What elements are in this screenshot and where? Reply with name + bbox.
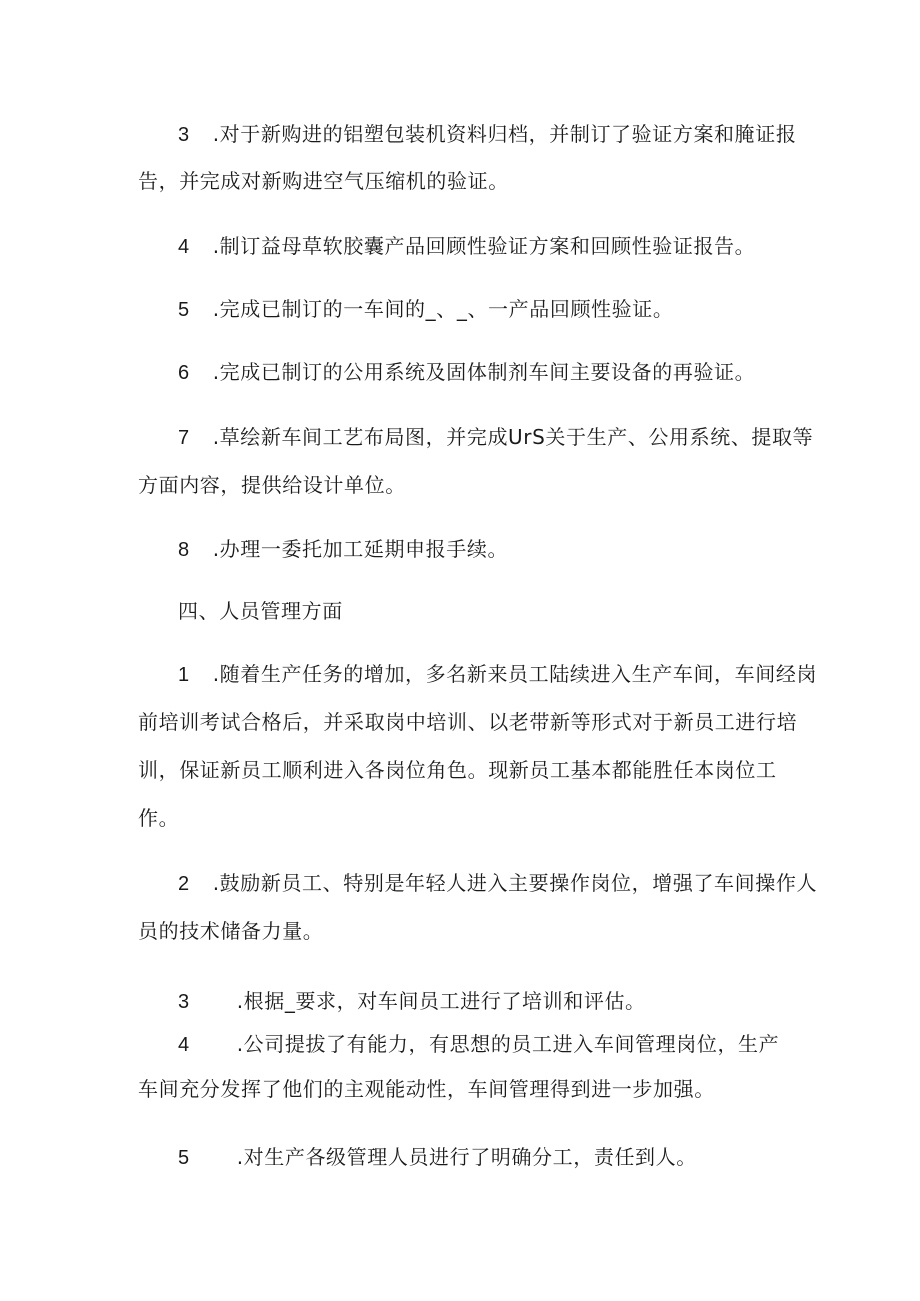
item-text: .草绘新车间工艺布局图，并完成UrS关于生产、公用系统、提取等	[212, 425, 814, 449]
item-number: 8	[178, 539, 190, 561]
personnel-2-line-2: 员的技术储备力量。	[138, 919, 324, 943]
item-7-line-1	[178, 424, 813, 451]
item-6-line-1	[178, 359, 755, 386]
personnel-4-line-1	[178, 1031, 779, 1058]
personnel-3-line-1	[178, 988, 646, 1015]
item-3-line-1	[178, 121, 796, 148]
item-number: 4	[178, 1034, 190, 1056]
item-text: .办理一委托加工延期申报手续。	[212, 537, 509, 561]
item-number: 4	[178, 236, 190, 258]
item-text: .对生产各级管理人员进行了明确分工，责任到人。	[236, 1145, 697, 1169]
item-number: 3	[178, 991, 190, 1013]
item-number: 1	[178, 664, 190, 686]
section-heading: 四、人员管理方面	[178, 599, 343, 623]
item-text: .随着生产任务的增加，多名新来员工陆续进入生产车间，车间经岗	[212, 662, 818, 686]
personnel-5-line-1	[178, 1144, 697, 1171]
item-number: 3	[178, 124, 190, 146]
item-number: 2	[178, 873, 190, 895]
personnel-4-line-2: 车间充分发挥了他们的主观能动性，车间管理得到进一步加强。	[138, 1077, 715, 1101]
item-3-line-2: 告，并完成对新购进空气压缩机的验证。	[138, 169, 509, 193]
item-8-line-1	[178, 536, 508, 563]
personnel-1-line-2: 前培训考试合格后，并采取岗中培训、以老带新等形式对于新员工进行培	[138, 710, 798, 734]
item-5-line-1	[178, 296, 673, 323]
item-number: 6	[178, 362, 190, 384]
personnel-1-line-4: 作。	[138, 806, 180, 830]
item-number: 5	[178, 299, 190, 321]
personnel-2-line-1	[178, 870, 817, 897]
item-4-line-1	[178, 233, 755, 260]
item-text: .制订益母草软胶囊产品回顾性验证方案和回顾性验证报告。	[212, 234, 756, 258]
item-text: .完成已制订的一车间的_、_、一产品回顾性验证。	[212, 297, 674, 321]
personnel-1-line-1	[178, 661, 817, 688]
item-number: 7	[178, 427, 190, 449]
item-text: .根据_要求，对车间员工进行了培训和评估。	[236, 989, 646, 1013]
personnel-1-line-3: 训，保证新员工顺利进入各岗位角色。现新员工基本都能胜任本岗位工	[138, 758, 777, 782]
item-text: .对于新购进的铝塑包装机资料归档，并制订了验证方案和腌证报	[212, 122, 797, 146]
item-7-line-2: 方面内容，提供给设计单位。	[138, 473, 406, 497]
item-text: .鼓励新员工、特别是年轻人进入主要操作岗位，增强了车间操作人	[212, 871, 818, 895]
item-text: .公司提拔了有能力，有思想的员工进入车间管理岗位，生产	[236, 1032, 780, 1056]
item-number: 5	[178, 1147, 190, 1169]
item-text: .完成已制订的公用系统及固体制剂车间主要设备的再验证。	[212, 360, 756, 384]
